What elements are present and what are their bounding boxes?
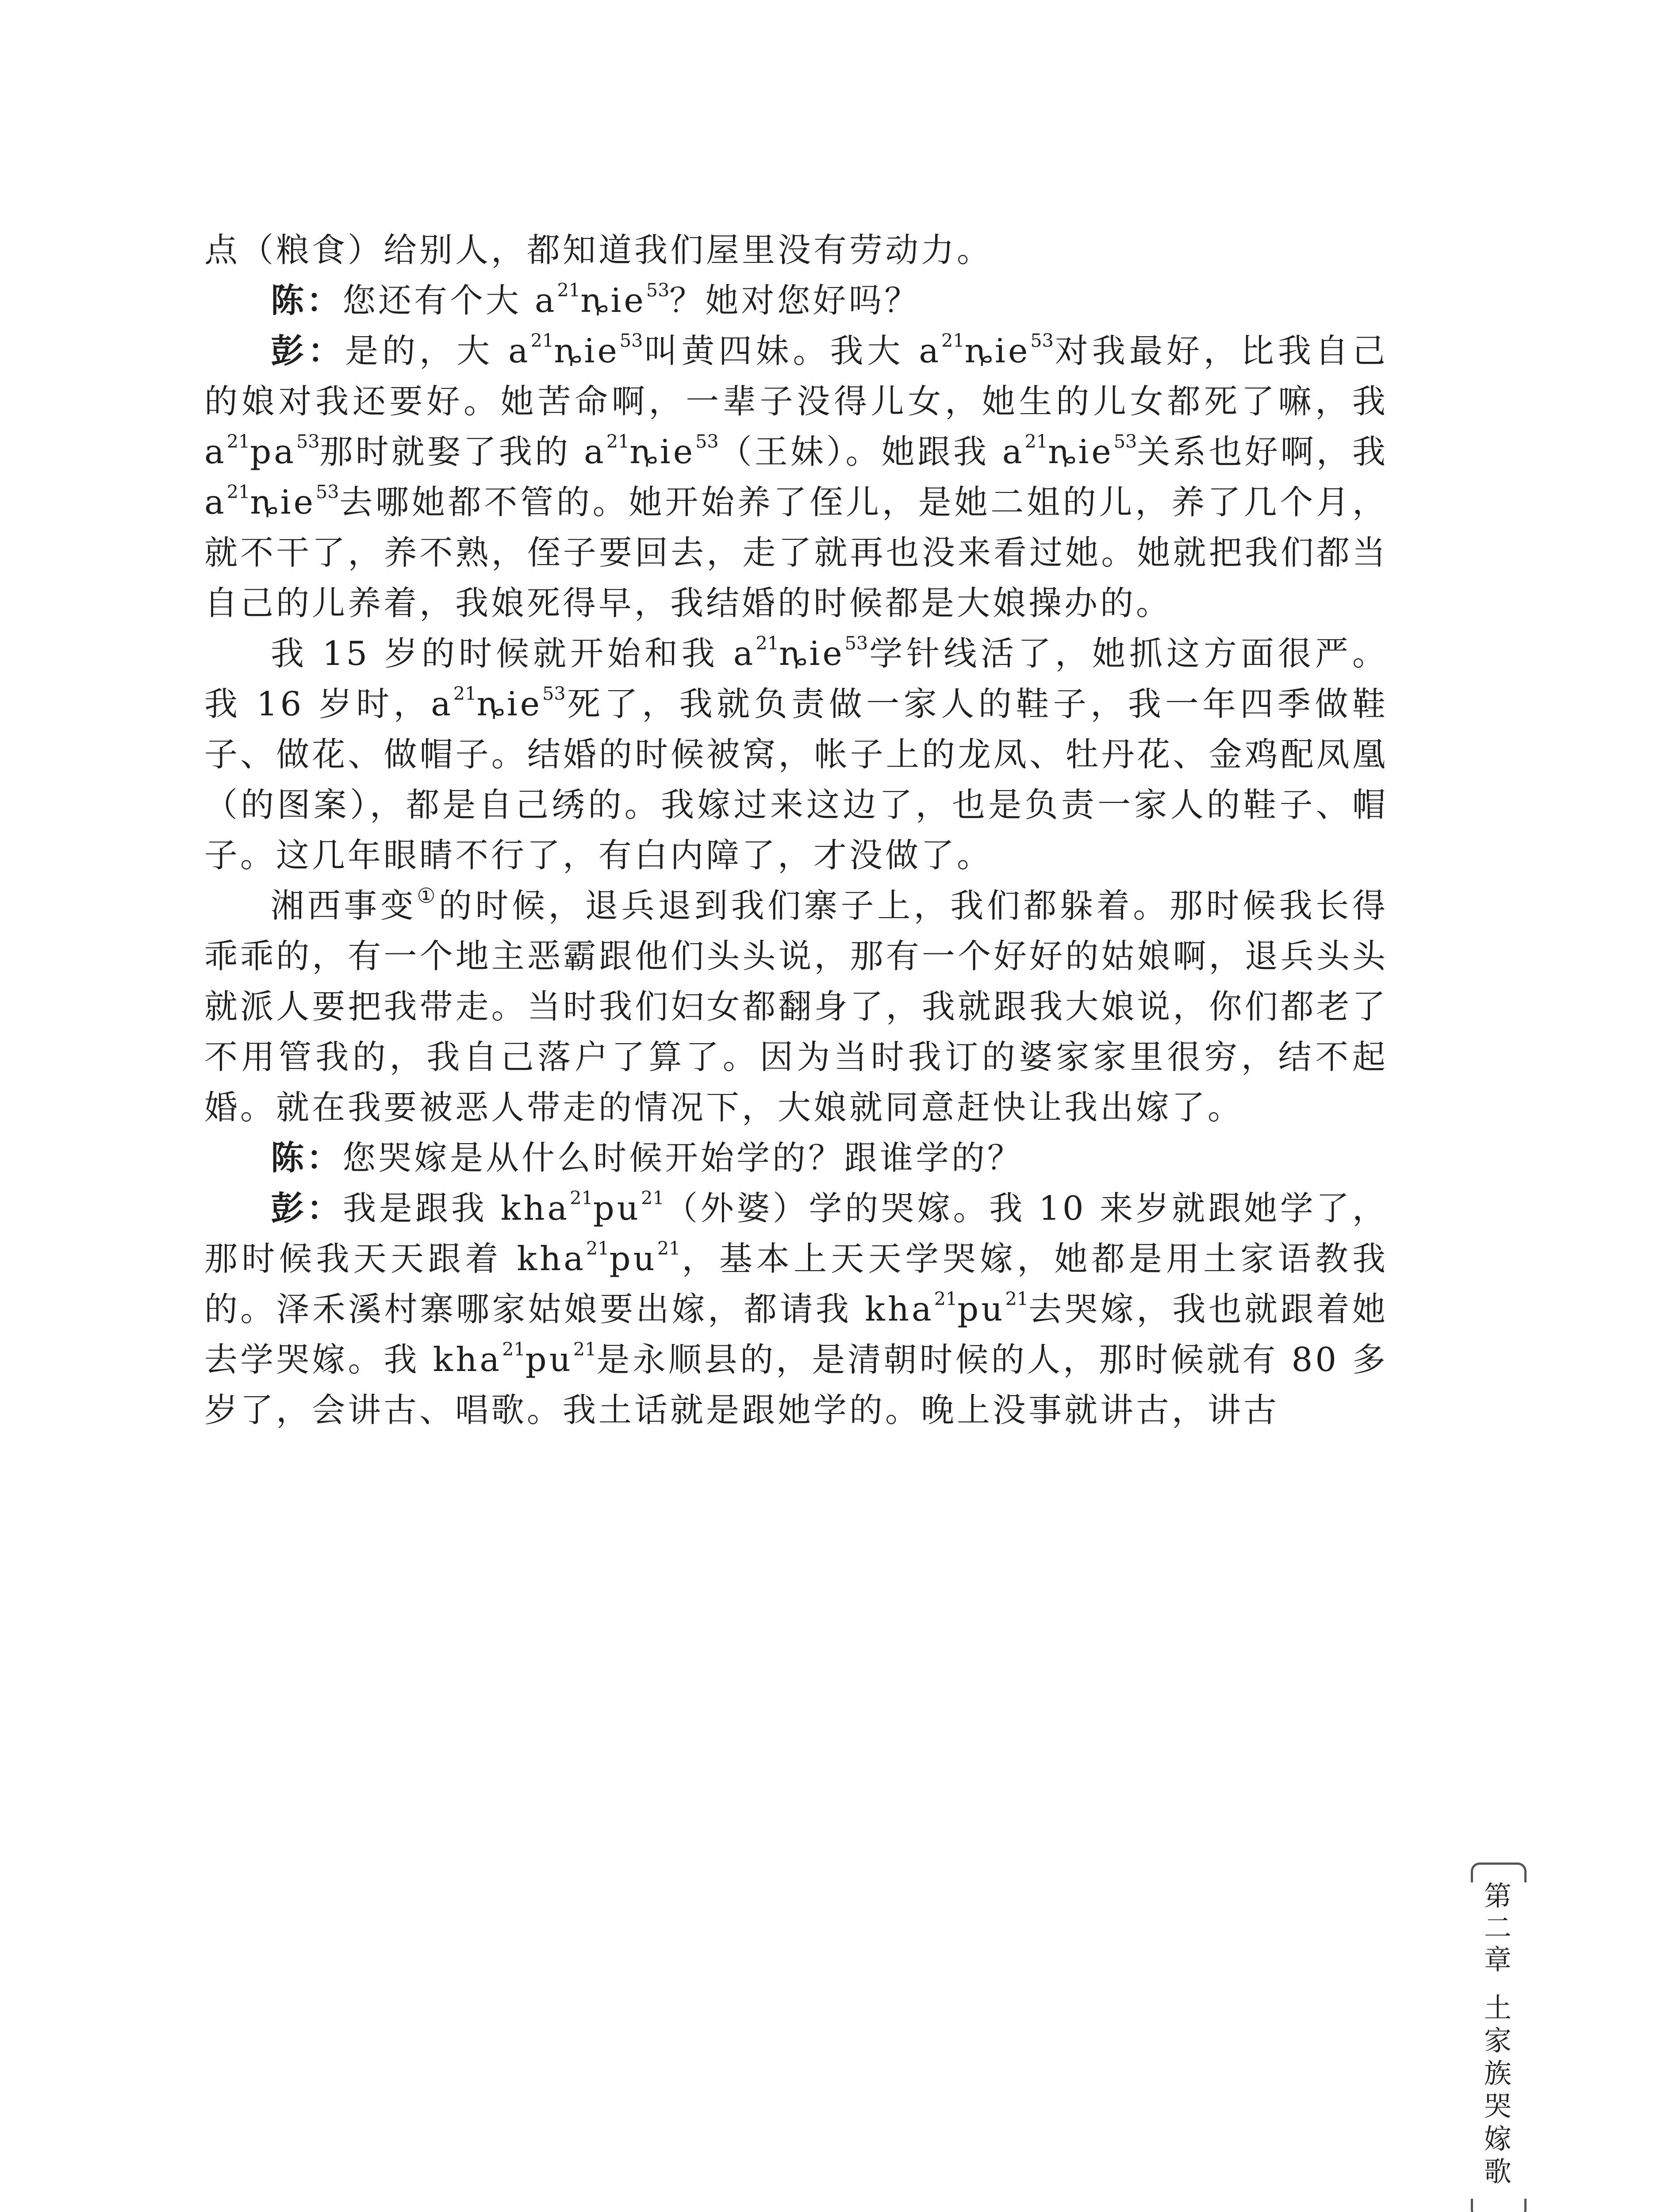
chapter-char: 章: [1484, 1943, 1511, 1976]
text-span: 您哭嫁是从什么时候开始学的？跟谁学的？: [342, 1138, 1024, 1177]
tone-sup: 53: [542, 683, 566, 704]
text-span: ȵie: [476, 684, 543, 723]
tone-sup: 53: [844, 632, 868, 654]
text-span: 叫黄四妹。我大 a: [643, 331, 942, 370]
chapter-title: [1478, 1992, 1518, 2188]
tone-sup: 21: [573, 1338, 597, 1360]
paragraph-7: [204, 1183, 1388, 1435]
text-span: ȵie: [629, 432, 696, 471]
tone-sup: 21: [453, 683, 477, 704]
text-span: 是的，大 a: [345, 331, 531, 370]
paragraph-4: [204, 628, 1388, 880]
tone-sup: 53: [315, 481, 339, 503]
text-span: ȵie: [964, 331, 1031, 370]
text-span: 关系也好啊，我 a: [204, 432, 1388, 522]
tone-sup: 21: [1005, 1288, 1029, 1310]
tone-sup: 21: [941, 330, 965, 351]
text-span: 您还有个大 a: [342, 281, 557, 320]
chapter-char: 二: [1484, 1912, 1511, 1944]
text-span: 学针线活了，她抓这方面很严。我 16 岁时，a: [204, 634, 1388, 723]
text-span: ？她对您好吗？: [669, 281, 921, 320]
speaker-chen: 陈：: [271, 281, 343, 320]
text-span: pu: [609, 1239, 657, 1278]
footnote-reference[interactable]: ①: [417, 883, 439, 908]
chapter-side-tab: [1471, 1863, 1524, 2212]
side-tab-bracket-bottom: [1471, 2199, 1527, 2212]
title-char: 家: [1484, 2024, 1511, 2057]
tone-sup: 21: [570, 1187, 593, 1209]
title-char: 歌: [1484, 2155, 1511, 2188]
text-span: 去哪她都不管的。她开始养了侄儿，是她二姐的儿，养了几个月，就不干了，养不熟，侄子要回去，走了就再也没来看过她。她就把我们都当自己的儿养着，我娘死得早，我结婚的时候都是大娘操办的。: [204, 483, 1388, 622]
text-span: pa: [250, 432, 296, 471]
paragraph-2: [204, 275, 1388, 326]
tone-sup: 21: [530, 330, 554, 351]
tone-sup: 21: [641, 1187, 664, 1209]
title-char: 土: [1484, 1992, 1511, 2024]
text-span: 那时就娶了我的 a: [319, 432, 606, 471]
text-span: （外婆）学的哭嫁。我 10 来岁就跟她学了，那时候我天天跟着 kha: [204, 1189, 1388, 1278]
text-span: （王妹）。她跟我 a: [718, 432, 1025, 471]
tone-sup: 21: [226, 430, 250, 452]
tone-sup: 53: [646, 279, 670, 301]
body-text: [204, 225, 1388, 1435]
tone-sup: 21: [557, 279, 581, 301]
text-span: 去哭嫁，我也就跟着她去学哭嫁。我 kha: [204, 1290, 1388, 1379]
text-span: 死了，我就负责做一家人的鞋子，我一年四季做鞋子、做花、做帽子。结婚的时候被窝，帐子上的龙凤、牡丹花、金鸡配凤凰（的图案），都是自己绣的。我嫁过来这边了，也是负责一家人的鞋子、帽子。这几年眼睛不行了，有白内障了，才没做了。: [204, 684, 1388, 875]
paragraph-5: [204, 880, 1388, 1133]
title-char: 哭: [1484, 2090, 1511, 2122]
text-span: ȵie: [580, 281, 646, 320]
text-span: ，基本上天天学哭嫁，她都是用土家语教我的。泽禾溪村寨哪家姑娘要出嫁，都请我 kha: [204, 1239, 1388, 1329]
paragraph-3: [204, 326, 1388, 628]
tone-sup: 53: [1030, 330, 1054, 351]
text-span: ȵie: [779, 634, 845, 673]
paragraph-6: [204, 1133, 1388, 1183]
paragraph-1: 点（粮食）给别人，都知道我们屋里没有劳动力。: [204, 230, 993, 269]
text-span: pu: [525, 1340, 573, 1379]
tone-sup: 53: [619, 330, 643, 351]
tone-sup: 21: [502, 1338, 526, 1360]
tone-sup: 21: [1024, 430, 1048, 452]
speaker-peng: 彭：: [271, 1189, 343, 1228]
text-span: ȵie: [554, 331, 620, 370]
text-span: 湘西事变: [271, 886, 417, 925]
text-span: 是永顺县的，是清朝时候的人，那时候就有 80 多岁了，会讲古、唱歌。我土话就是跟她学的。晚上没事就讲古，讲古: [204, 1340, 1388, 1429]
tone-sup: 21: [586, 1237, 610, 1259]
text-span: pu: [593, 1189, 641, 1228]
tone-sup: 53: [296, 430, 320, 452]
tone-sup: 53: [1113, 430, 1137, 452]
tone-sup: 21: [606, 430, 630, 452]
tone-sup: 21: [934, 1288, 958, 1310]
text-span: pu: [957, 1290, 1005, 1329]
tone-sup: 21: [657, 1237, 681, 1259]
speaker-chen: 陈：: [271, 1138, 343, 1177]
title-char: 嫁: [1484, 2123, 1511, 2155]
chapter-label: [1478, 1880, 1518, 1976]
text-span: 的时候，退兵退到我们寨子上，我们都躲着。那时候我长得乖乖的，有一个地主恶霸跟他们头头说，那有一个好好的姑娘啊，退兵头头就派人要把我带走。当时我们妇女都翻身了，我就跟我大娘说，你们都老了不用管我的，我自己落户了算了。因为当时我订的婆家家里很穷，结不起婚。就在我要被恶人带走的情况下，大娘就同意赶快让我出嫁了。: [204, 886, 1388, 1127]
speaker-peng: 彭：: [271, 331, 345, 370]
title-char: 族: [1484, 2057, 1511, 2089]
text-span: ȵie: [250, 483, 316, 522]
tone-sup: 53: [695, 430, 719, 452]
text-span: ȵie: [1048, 432, 1114, 471]
tone-sup: 21: [226, 481, 250, 503]
chapter-char: 第: [1484, 1880, 1511, 1912]
text-span: 我 15 岁的时候就开始和我 a: [271, 634, 756, 673]
tone-sup: 21: [756, 632, 779, 654]
text-span: 对我最好，比我自己的娘对我还要好。她苦命啊，一辈子没得儿女，她生的儿女都死了嘛，我 a: [204, 331, 1388, 471]
text-span: 我是跟我 kha: [343, 1189, 570, 1228]
